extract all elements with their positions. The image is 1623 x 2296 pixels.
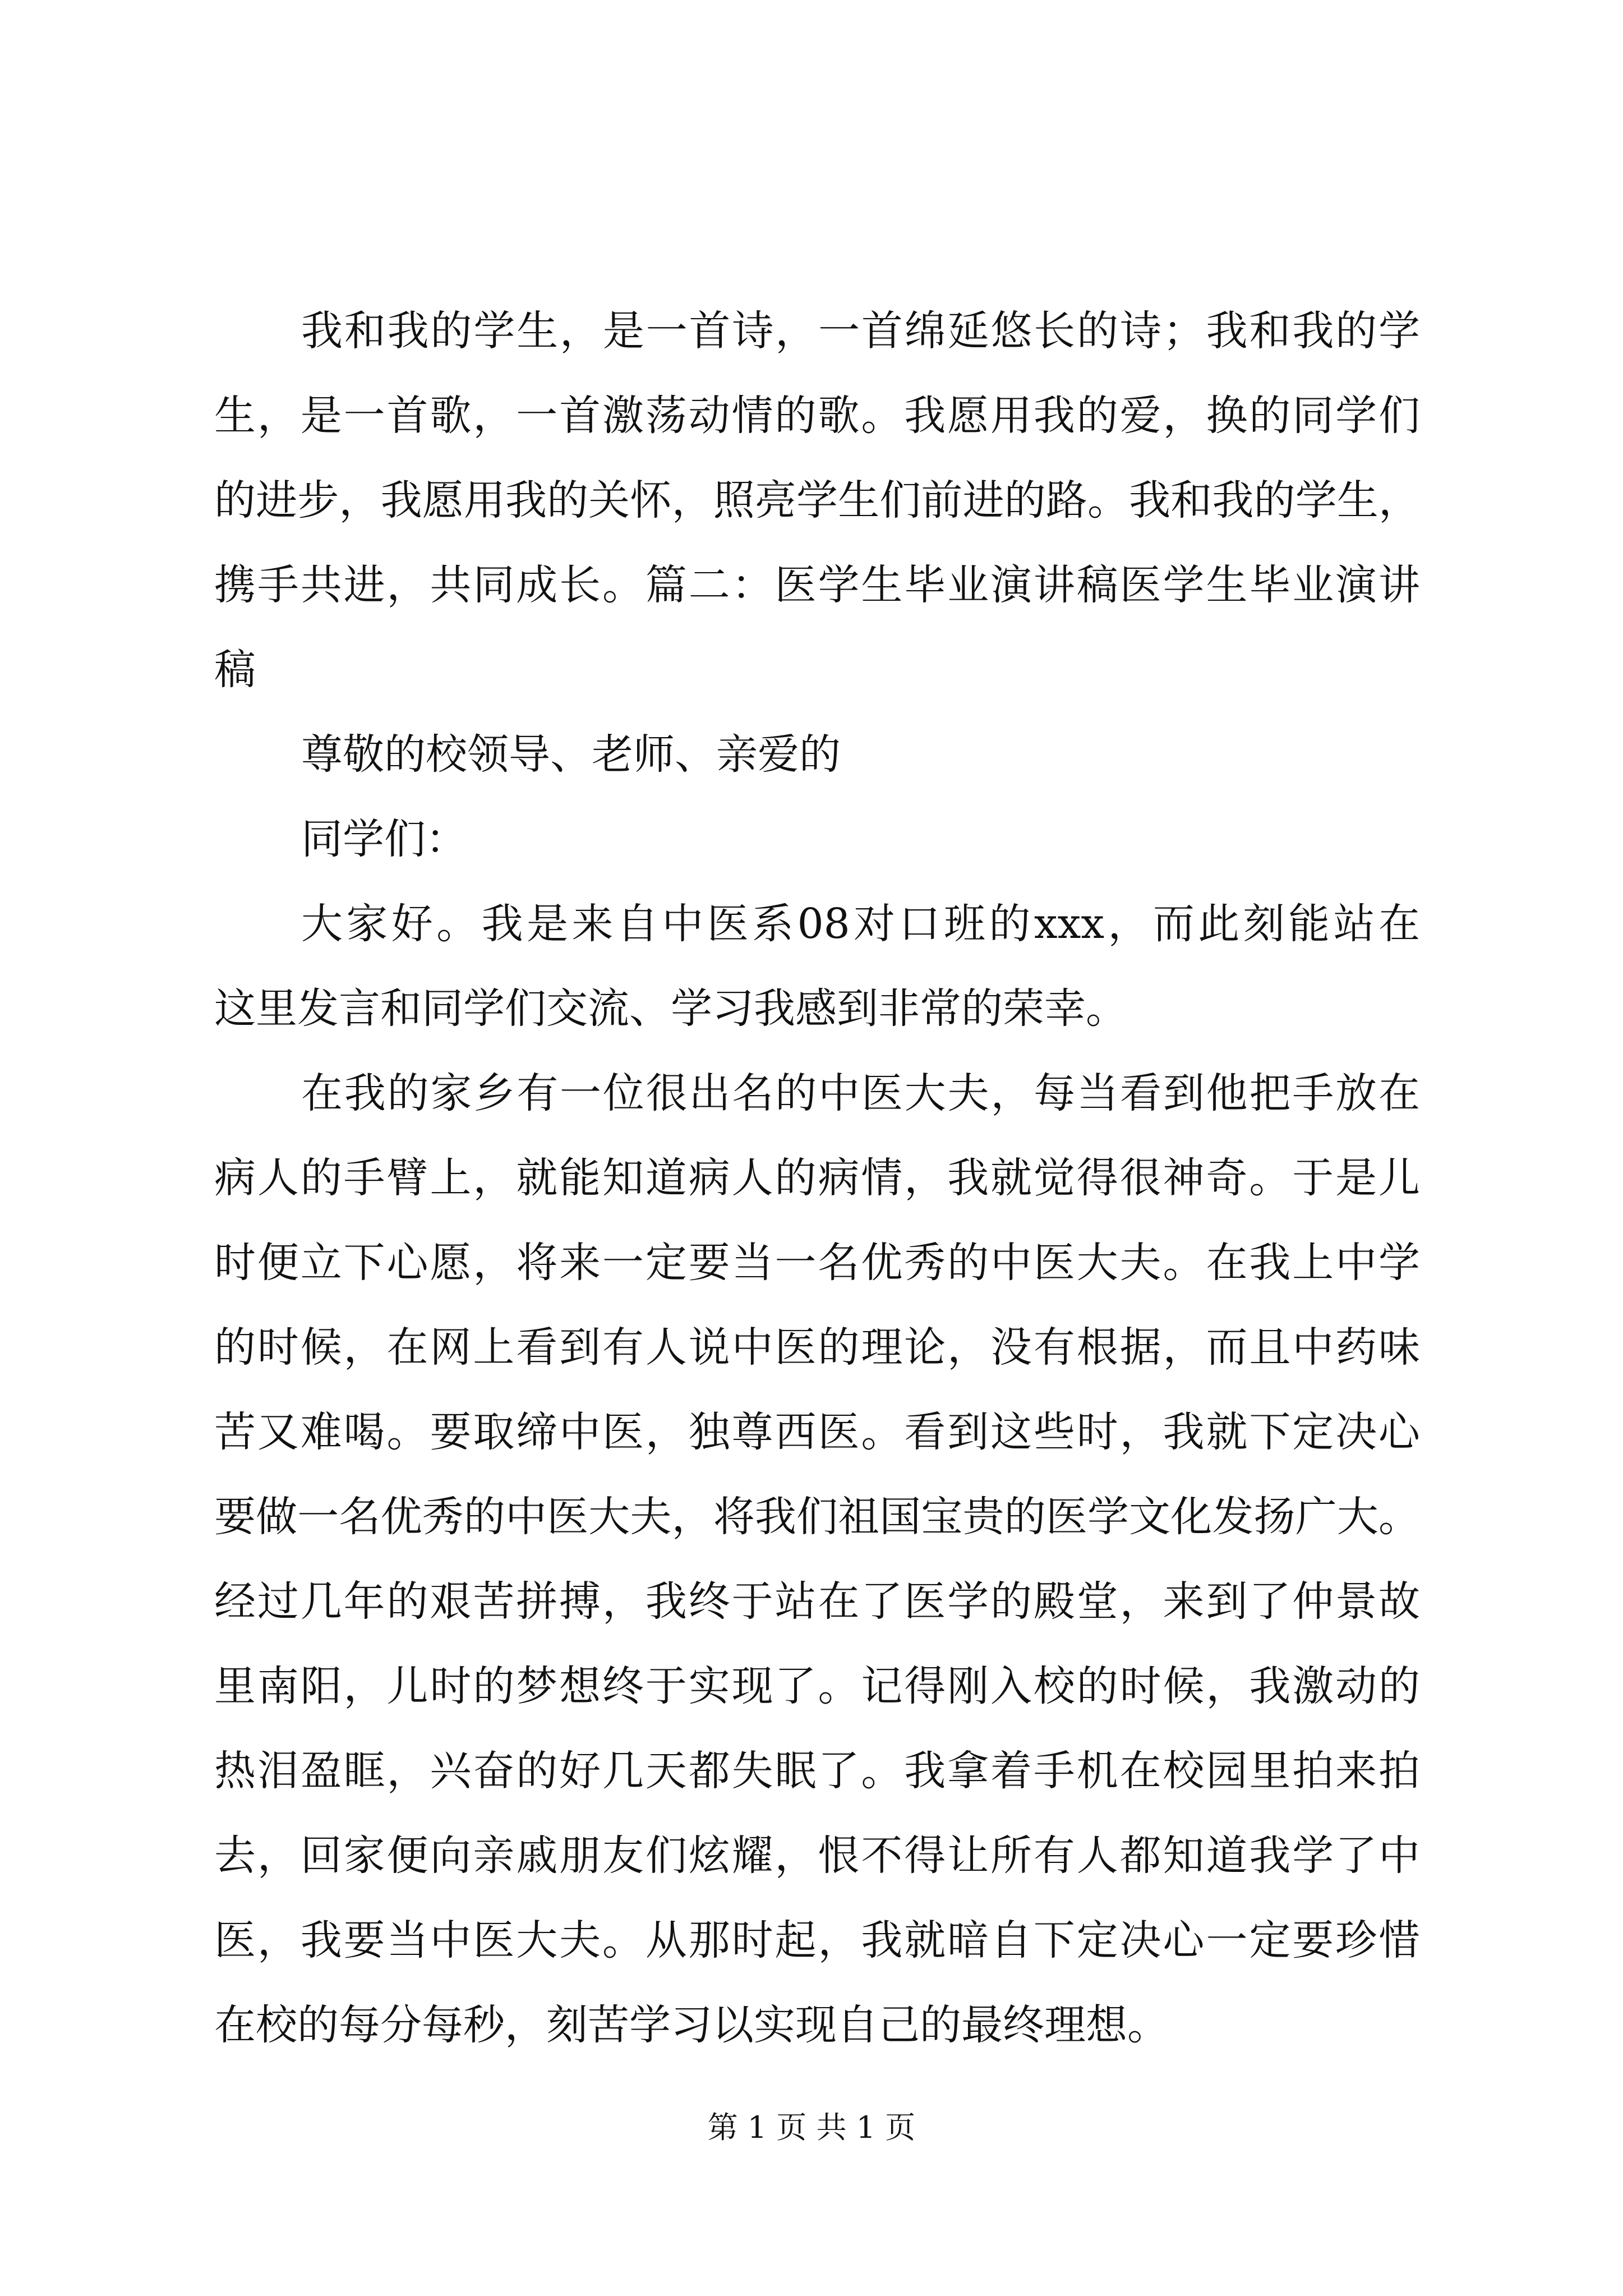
- text-line: 时便立下心愿，将来一定要当一名优秀的中医大夫。在我上中学: [214, 1239, 1420, 1287]
- text-line: 生，是一首歌，一首激荡动情的歌。我愿用我的爱，换的同学们: [214, 392, 1420, 440]
- page-footer: [0, 2104, 1623, 2147]
- text-line: 苦又难喝。要取缔中医，独尊西医。看到这些时，我就下定决心: [214, 1408, 1420, 1456]
- text-line: 在校的每分每秒，刻苦学习以实现自己的最终理想。: [214, 2001, 1169, 2049]
- text-line: 稿: [214, 646, 256, 694]
- text-line: 的时候，在网上看到有人说中医的理论，没有根据，而且中药味: [214, 1323, 1420, 1372]
- text-line: 我和我的学生，是一首诗，一首绵延悠长的诗；我和我的学: [301, 307, 1420, 355]
- text-line: 这里发言和同学们交流、学习我感到非常的荣幸。: [214, 984, 1127, 1033]
- text-line: 尊敬的校领导、老师、亲爱的: [301, 730, 841, 779]
- text-line: 经过几年的艰苦拼搏，我终于站在了医学的殿堂，来到了仲景故: [214, 1577, 1420, 1626]
- text-line: 在我的家乡有一位很出名的中医大夫，每当看到他把手放在: [301, 1069, 1420, 1117]
- text-line: 的进步，我愿用我的关怀，照亮学生们前进的路。我和我的学生，: [214, 476, 1420, 524]
- text-line: 要做一名优秀的中医大夫，将我们祖国宝贵的医学文化发扬广大。: [214, 1493, 1420, 1541]
- text-line: 同学们：: [301, 815, 467, 863]
- text-line: 携手共进，共同成长。篇二：医学生毕业演讲稿医学生毕业演讲: [214, 561, 1420, 609]
- text-line: 去，回家便向亲戚朋友们炫耀，恨不得让所有人都知道我学了中: [214, 1832, 1420, 1880]
- document-body: [214, 289, 1420, 2068]
- text-line: 里南阳，儿时的梦想终于实现了。记得刚入校的时候，我激动的: [214, 1662, 1420, 1710]
- text-line: 大家好。我是来自中医系08对口班的xxx，而此刻能站在: [301, 900, 1420, 948]
- text-line: 热泪盈眶，兴奋的好几天都失眠了。我拿着手机在校园里拍来拍: [214, 1747, 1420, 1795]
- text-line: 病人的手臂上，就能知道病人的病情，我就觉得很神奇。于是儿: [214, 1154, 1420, 1202]
- page-number: 第 1 页 共 1 页: [707, 2110, 916, 2145]
- text-line: 医，我要当中医大夫。从那时起，我就暗自下定决心一定要珍惜: [214, 1916, 1420, 1964]
